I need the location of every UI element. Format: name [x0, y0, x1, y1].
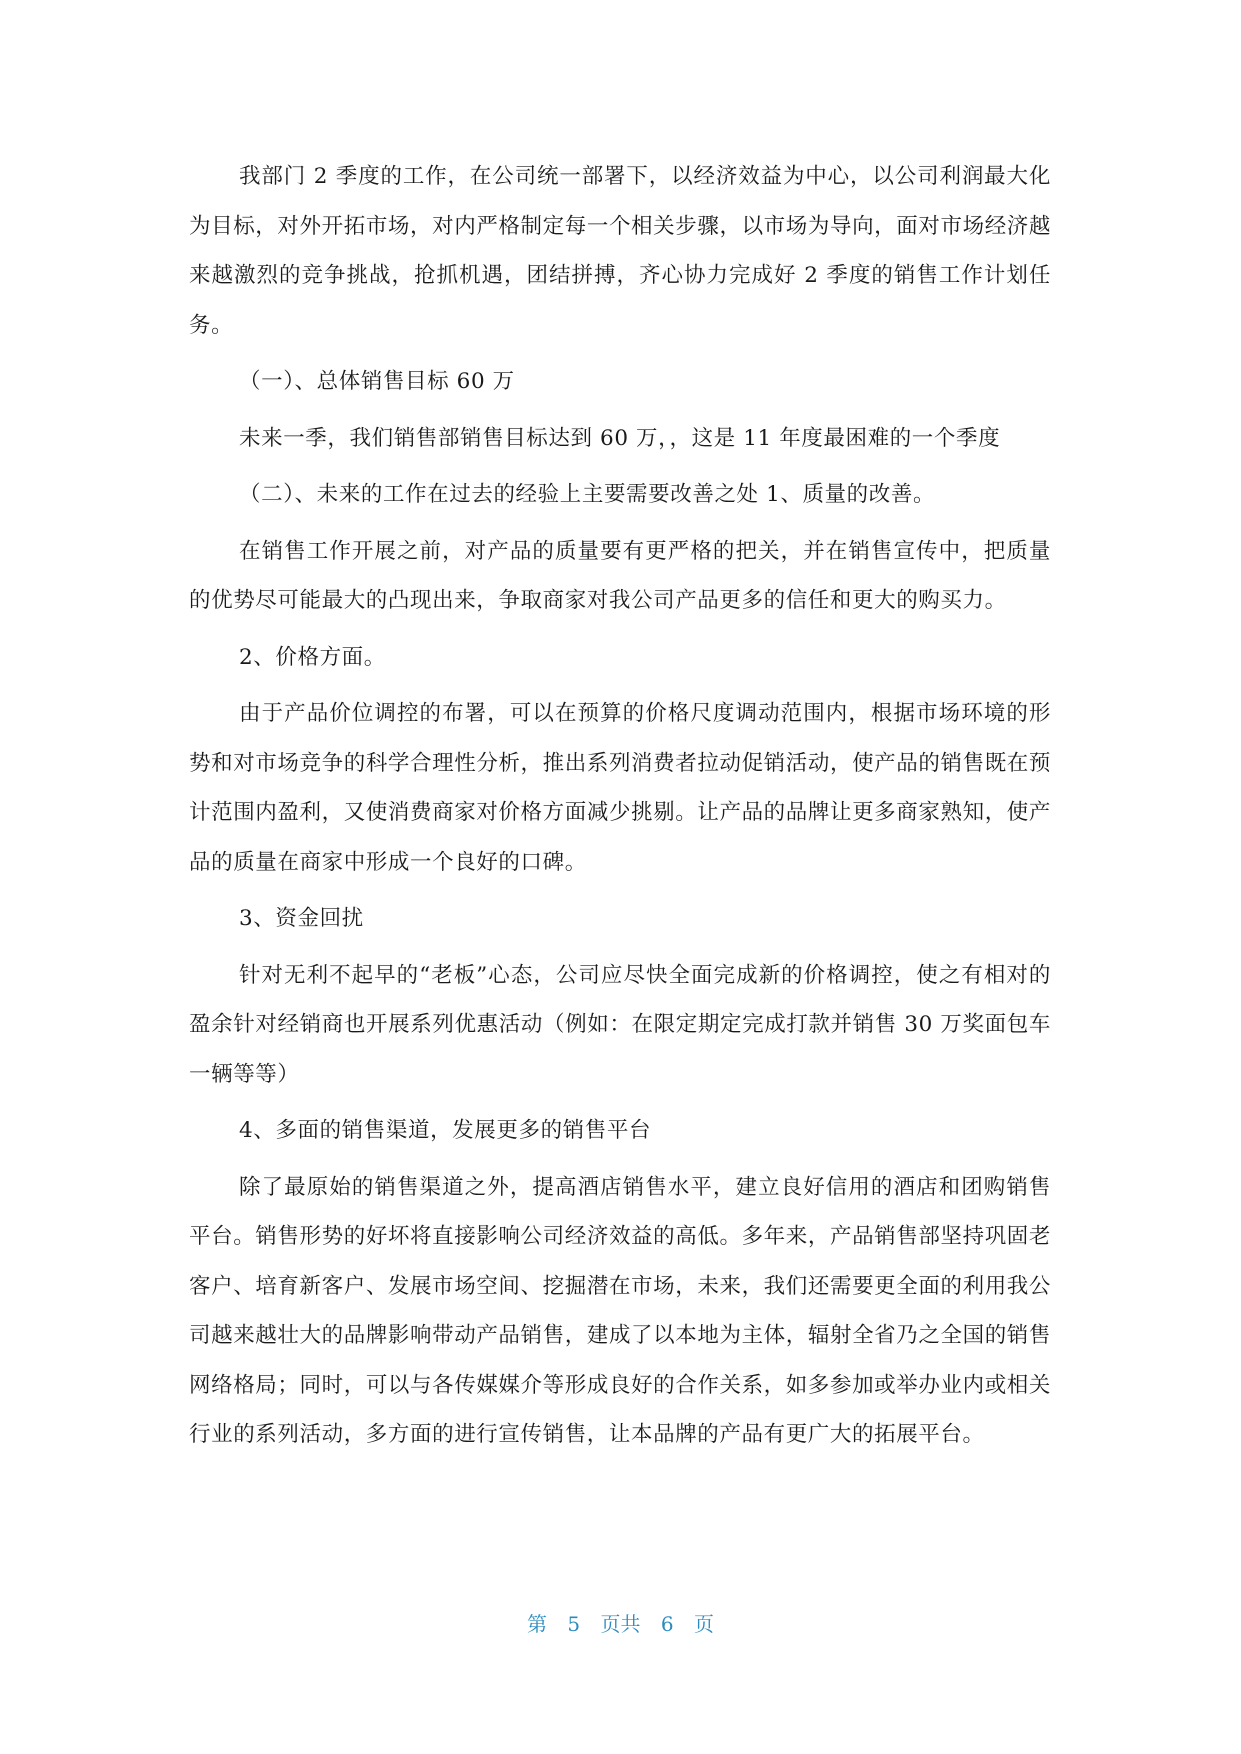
paragraph-price: 由于产品价位调控的布署，可以在预算的价格尺度调动范围内，根据市场环境的形势和对市场竞争的科学合理性分析，推出系列消费者拉动促销活动，使产品的销售既在预计范围内盈利，又使消费商家对价格方面减少挑剔。让产品的品牌让更多商家熟知，使产品的质量在商家中形成一个良好的口碑。 — [189, 701, 1051, 875]
paragraph-channels: 除了最原始的销售渠道之外，提高酒店销售水平，建立良好信用的酒店和团购销售平台。销售形势的好坏将直接影响公司经济效益的高低。多年来，产品销售部坚持巩固老客户、培育新客户、发展市场空间、挖掘潜在市场，未来，我们还需要更全面的利用我公司越来越壮大的品牌影响带动产品销售，建成了以本地为主体，辐射全省乃之全国的销售网络格局；同时，可以与各传媒媒介等形成良好的合作关系，如多参加或举办业内或相关行业的系列活动，多方面的进行宣传销售，让本品牌的产品有更广大的拓展平台。 — [189, 1174, 1051, 1447]
page-footer — [0, 1608, 1241, 1637]
footer-total-pages: 6 — [660, 1612, 674, 1636]
heading-price: 2、价格方面。 — [239, 644, 386, 670]
heading-sales-target: （一）、总体销售目标 60 万 — [239, 369, 515, 394]
paragraph-funds: 针对无利不起早的“老板”心态，公司应尽快全面完成新的价格调控，使之有相对的盈余针对经销商也开展系列优惠活动（例如：在限定期定完成打款并销售 30 万奖面包车一辆等等） — [189, 962, 1051, 1087]
heading-improvements: （二）、未来的工作在过去的经验上主要需要改善之处 1、质量的改善。 — [239, 482, 936, 507]
paragraph-quality: 在销售工作开展之前，对产品的质量要有更严格的把关，并在销售宣传中，把质量的优势尽可能最大的凸现出来，争取商家对我公司产品更多的信任和更大的购买力。 — [189, 538, 1051, 613]
footer-middle: 页共 — [600, 1612, 641, 1636]
heading-channels: 4、多面的销售渠道，发展更多的销售平台 — [239, 1118, 652, 1143]
paragraph-intro: 我部门 2 季度的工作，在公司统一部署下，以经济效益为中心，以公司利润最大化为目标，对外开拓市场，对内严格制定每一个相关步骤，以市场为导向，面对市场经济越来越激烈的竞争挑战，抢抓机遇，团结拼搏，齐心协力完成好 2 季度的销售工作计划任务。 — [189, 164, 1051, 338]
footer-current-page: 5 — [567, 1612, 581, 1636]
footer-prefix: 第 — [527, 1612, 548, 1636]
document-body — [189, 152, 1051, 1467]
paragraph-sales-target: 未来一季，我们销售部销售目标达到 60 万，，这是 11 年度最困难的一个季度 — [239, 425, 1001, 451]
heading-funds: 3、资金回扰 — [239, 906, 364, 931]
footer-suffix: 页 — [693, 1612, 714, 1636]
